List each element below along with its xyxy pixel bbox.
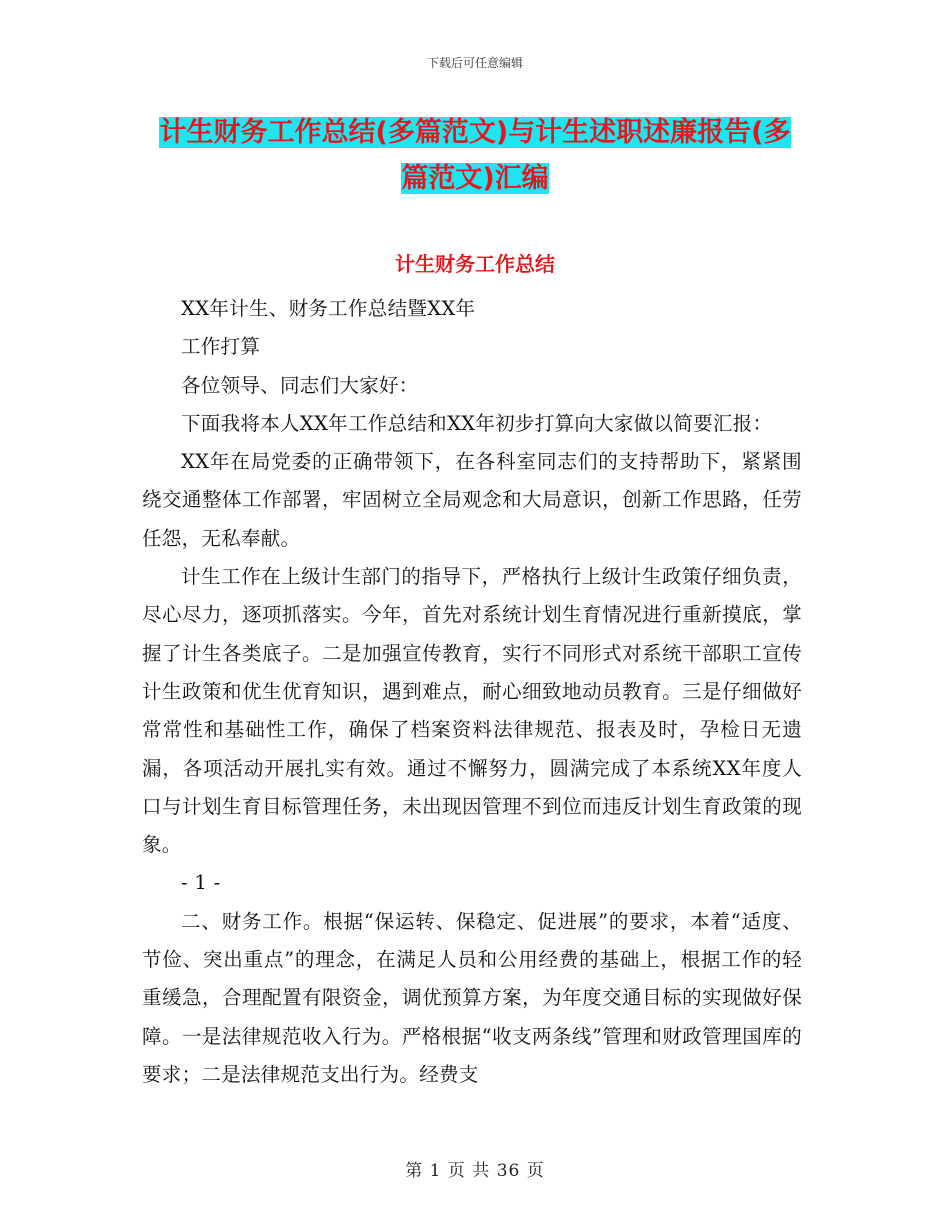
paragraph: 二、财务工作。根据“保运转、保稳定、促进展”的要求，本着“适度、节俭、突出重点”的理念，在满足人员和公用经费的基础上，根据工作的轻重缓急，合理配置有限资金，调优预算方案，为年度交通目标的实现做好保障。一是法律规范收入行为。严格根据“收支两条线”管理和财政管理国库的要求；二是法律规范支出行为。经费支: [142, 909, 802, 1086]
section-title: 计生财务工作总结: [395, 252, 555, 276]
paragraph: 工作打算: [181, 335, 261, 359]
title-line-2: 篇范文)汇编: [401, 163, 549, 194]
title-line-1: 计生财务工作总结(多篇范文)与计生述职述廉报告(多: [159, 117, 791, 148]
paragraph: 下面我将本人XX年工作总结和XX年初步打算向大家做以简要汇报：: [181, 411, 773, 435]
header-note: 下载后可任意编辑: [426, 56, 523, 70]
paragraph: 计生工作在上级计生部门的指导下，严格执行上级计生政策仔细负责，尽心尽力，逐项抓落实。今年，首先对系统计划生育情况进行重新摸底，掌握了计生各类底子。二是加强宣传教育，实行不同形式对系统干部职工宣传计生政策和优生优育知识，遇到难点，耐心细致地动员教育。三是仔细做好常常性和基础性工作，确保了档案资料法律规范、报表及时，孕检日无遗漏，各项活动开展扎实有效。通过不懈努力，圆满完成了本系统XX年度人口与计划生育目标管理任务，未出现因管理不到位而违反计划生育政策的现象。: [142, 565, 802, 857]
paragraph: XX年计生、财务工作总结暨XX年: [181, 297, 476, 320]
inline-page-marker: - 1 -: [181, 871, 221, 895]
paragraph: XX年在局党委的正确带领下，在各科室同志们的支持帮助下，紧紧围绕交通整体工作部署，牢固树立全局观念和大局意识，创新工作思路，任劳任怨，无私奉献。: [142, 450, 802, 550]
paragraph: 各位领导、同志们大家好：: [181, 373, 419, 397]
body-text: [142, 290, 802, 1094]
page-number-footer: 第 1 页 共 36 页: [405, 1161, 545, 1181]
document-title: [100, 110, 850, 202]
